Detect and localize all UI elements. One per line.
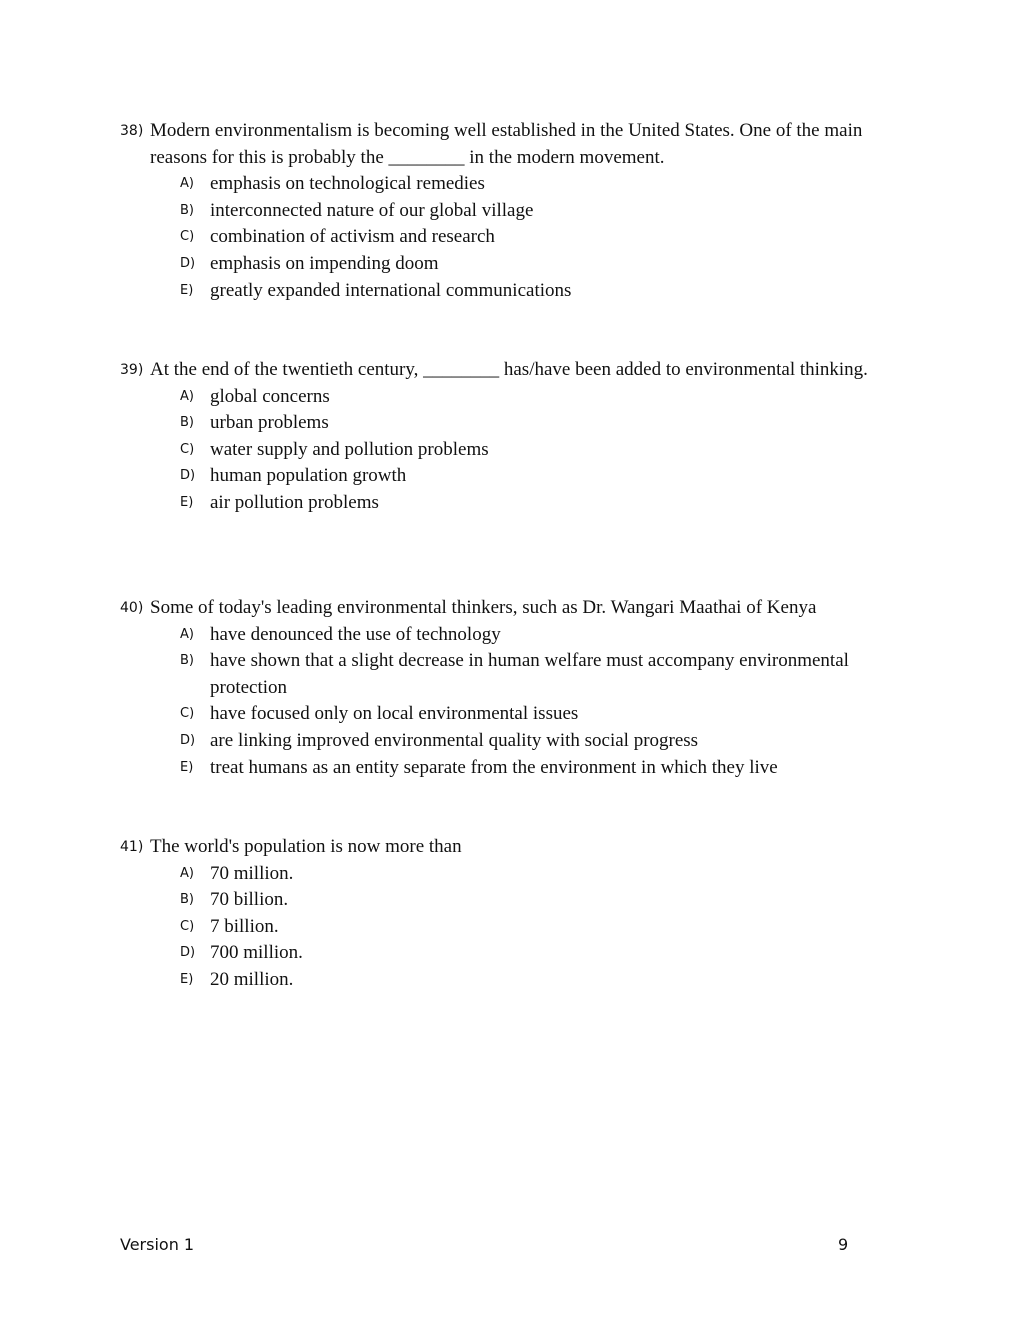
- choice-text: greatly expanded international communications: [210, 279, 572, 301]
- footer-version: Version 1: [120, 1235, 195, 1254]
- answer-choice-d[interactable]: [120, 940, 910, 967]
- answer-choice-a[interactable]: [120, 622, 910, 649]
- answer-choice-a[interactable]: [120, 384, 910, 411]
- choice-text: combination of activism and research: [210, 226, 495, 248]
- choice-text: have denounced the use of technology: [210, 623, 501, 645]
- choice-letter: D): [180, 945, 196, 961]
- choice-letter: C): [180, 441, 195, 457]
- choice-text: emphasis on impending doom: [210, 252, 439, 274]
- choice-letter: E): [180, 759, 194, 775]
- answer-choice-e[interactable]: [120, 278, 910, 305]
- choice-letter: D): [180, 468, 196, 484]
- choice-letter: B): [180, 202, 194, 218]
- choice-text: 70 million.: [210, 862, 294, 884]
- choice-text: 700 million.: [210, 942, 303, 964]
- choice-text: treat humans as an entity separate from the environment in which they live: [210, 756, 778, 778]
- choice-letter: E): [180, 282, 194, 298]
- question-text: The world's population is now more than: [150, 836, 462, 857]
- choice-text: interconnected nature of our global village: [210, 199, 534, 221]
- choice-text: 70 billion.: [210, 889, 289, 911]
- answer-choice-c[interactable]: [120, 701, 910, 728]
- answer-choice-b[interactable]: [120, 648, 910, 701]
- choice-text: are linking improved environmental quality with social progress: [210, 729, 699, 751]
- choice-letter: D): [180, 732, 196, 748]
- question-number: 41): [120, 839, 144, 855]
- answer-choice-e[interactable]: [120, 755, 910, 782]
- choice-letter: A): [180, 865, 194, 881]
- answer-choice-b[interactable]: [120, 410, 910, 437]
- question-text: Modern environmentalism is becoming well established in the United States. One of the main reasons for this is probably the ________ in the modern movement.: [150, 120, 863, 168]
- question-text: Some of today's leading environmental thinkers, such as Dr. Wangari Maathai of Kenya: [150, 597, 817, 618]
- choice-letter: C): [180, 229, 195, 245]
- question-39: [120, 357, 910, 517]
- choice-letter: E): [180, 971, 194, 987]
- choice-text: human population growth: [210, 465, 407, 487]
- answer-choice-e[interactable]: [120, 967, 910, 994]
- answer-choices: [120, 171, 910, 304]
- question-38: [120, 118, 910, 304]
- choice-letter: A): [180, 626, 194, 642]
- choice-letter: D): [180, 255, 196, 271]
- answer-choice-c[interactable]: [120, 437, 910, 464]
- question-stem: [120, 834, 910, 861]
- answer-choices: [120, 384, 910, 517]
- answer-choice-b[interactable]: [120, 887, 910, 914]
- answer-choice-a[interactable]: [120, 861, 910, 888]
- answer-choice-c[interactable]: [120, 914, 910, 941]
- question-stem: [120, 118, 910, 171]
- answer-choice-d[interactable]: [120, 251, 910, 278]
- choice-text: 7 billion.: [210, 915, 279, 937]
- choice-letter: B): [180, 653, 194, 669]
- question-40: [120, 595, 910, 781]
- choice-text: have focused only on local environmental issues: [210, 703, 579, 725]
- choice-letter: C): [180, 706, 195, 722]
- answer-choice-c[interactable]: [120, 224, 910, 251]
- question-stem: [120, 595, 910, 622]
- question-number: 39): [120, 362, 144, 378]
- answer-choice-d[interactable]: [120, 463, 910, 490]
- footer-page-number: 9: [838, 1235, 849, 1254]
- choice-text: water supply and pollution problems: [210, 438, 489, 460]
- choice-letter: B): [180, 415, 194, 431]
- question-stem: [120, 357, 910, 384]
- question-41: [120, 834, 910, 994]
- answer-choice-e[interactable]: [120, 490, 910, 517]
- choice-letter: B): [180, 892, 194, 908]
- question-number: 40): [120, 600, 144, 616]
- choice-letter: C): [180, 918, 195, 934]
- question-number: 38): [120, 123, 144, 139]
- choice-text: have shown that a slight decrease in human welfare must accompany environmental protection: [210, 650, 849, 698]
- answer-choices: [120, 622, 910, 782]
- answer-choice-d[interactable]: [120, 728, 910, 755]
- answer-choices: [120, 861, 910, 994]
- answer-choice-b[interactable]: [120, 198, 910, 225]
- choice-text: air pollution problems: [210, 491, 379, 513]
- choice-letter: E): [180, 494, 194, 510]
- choice-text: 20 million.: [210, 968, 294, 990]
- choice-letter: A): [180, 176, 194, 192]
- choice-text: urban problems: [210, 412, 329, 434]
- question-text: At the end of the twentieth century, ________ has/have been added to environmental thinking.: [150, 359, 868, 380]
- choice-text: global concerns: [210, 385, 330, 407]
- choice-text: emphasis on technological remedies: [210, 173, 485, 195]
- choice-letter: A): [180, 388, 194, 404]
- answer-choice-a[interactable]: [120, 171, 910, 198]
